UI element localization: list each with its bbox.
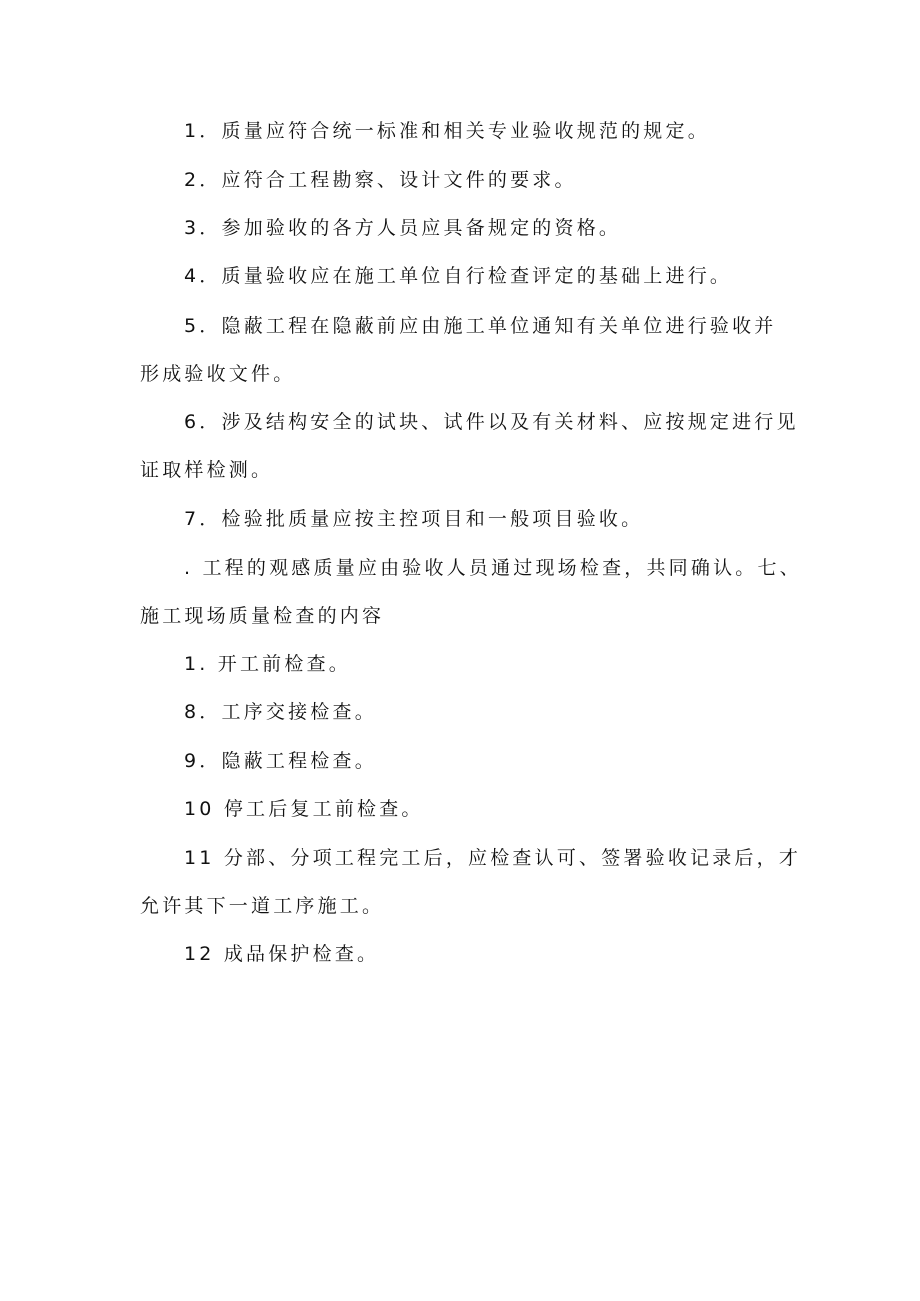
paragraph-2: 2．应符合工程勘察、设计文件的要求。 bbox=[184, 169, 577, 191]
paragraph-5-line-2: 形成验收文件。 bbox=[140, 363, 296, 385]
check-item-1: 1. 开工前检查。 bbox=[184, 653, 351, 675]
paragraph-6-line-1: 6．涉及结构安全的试块、试件以及有关材料、应按规定进行见 bbox=[184, 411, 799, 433]
paragraph-3: 3．参加验收的各方人员应具备规定的资格。 bbox=[184, 217, 622, 239]
check-item-12: 12 成品保护检查。 bbox=[184, 943, 380, 965]
paragraph-4: 4．质量验收应在施工单位自行检查评定的基础上进行。 bbox=[184, 265, 733, 287]
check-item-10: 10 停工后复工前检查。 bbox=[184, 798, 424, 820]
paragraph-8-line-1: . 工程的观感质量应由验收人员通过现场检查，共同确认。七、 bbox=[184, 557, 802, 579]
check-item-8: 8．工序交接检查。 bbox=[184, 701, 377, 723]
paragraph-5-line-1: 5．隐蔽工程在隐蔽前应由施工单位通知有关单位进行验收并 bbox=[184, 315, 777, 337]
paragraph-6-line-2: 证取样检测。 bbox=[140, 459, 274, 481]
check-item-11-line-1: 11 分部、分项工程完工后，应检查认可、签署验收记录后，才 bbox=[184, 847, 802, 869]
check-item-9: 9．隐蔽工程检查。 bbox=[184, 750, 377, 772]
section-heading: 施工现场质量检查的内容 bbox=[140, 605, 385, 627]
paragraph-7: 7．检验批质量应按主控项目和一般项目验收。 bbox=[184, 508, 644, 530]
paragraph-1: 1．质量应符合统一标准和相关专业验收规范的规定。 bbox=[184, 120, 710, 142]
check-item-11-line-2: 允许其下一道工序施工。 bbox=[140, 895, 385, 917]
